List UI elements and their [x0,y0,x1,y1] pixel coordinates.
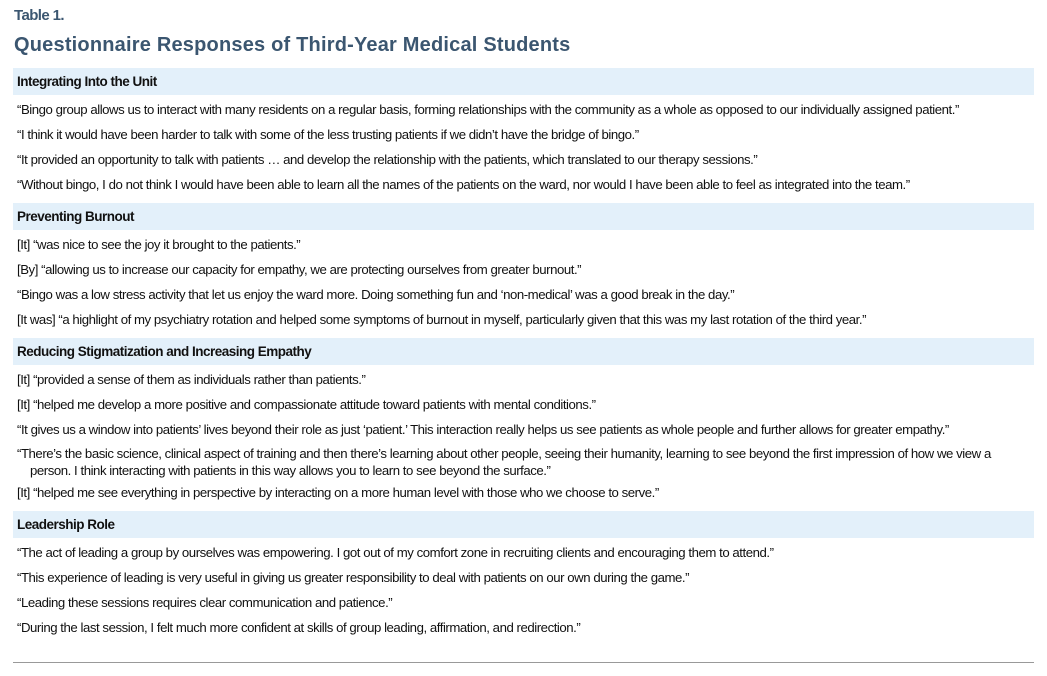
quote-row: “This experience of leading is very useful in giving us greater responsibility to deal with patients on our own during the game.” [17,570,690,585]
quotes-table [13,68,1034,646]
quote-row: [It was] “a highlight of my psychiatry rotation and helped some symptoms of burnout in myself, particularly given that this was my last rotation of the third year.” [17,312,867,327]
quote-row: [It] “helped me see everything in perspective by interacting on a more human level with those who we choose to serve.” [17,485,659,500]
quote-row: “There’s the basic science, clinical aspect of training and then there’s learning about other people, seeing their humanity, learning to see beyond the first impression of how we view a person. I think interacting with patients in this way allows you to learn to see beyond the surface.” [17,446,991,478]
quote-row: [It] “was nice to see the joy it brought to the patients.” [17,237,301,252]
quote-row: [It] “provided a sense of them as individuals rather than patients.” [17,372,366,387]
quote-row: [It] “helped me develop a more positive and compassionate attitude toward patients with mental conditions.” [17,397,596,412]
section-heading: Integrating Into the Unit [13,68,1034,95]
section-heading: Preventing Burnout [13,203,1034,230]
table-title: Questionnaire Responses of Third-Year Medical Students [14,34,571,56]
quote-row: “Bingo group allows us to interact with many residents on a regular basis, forming relationships with the community as a whole as opposed to our individually assigned patient.” [17,102,959,117]
quote-row: [By] “allowing us to increase our capacity for empathy, we are protecting ourselves from greater burnout.” [17,262,582,277]
section-gap [13,640,1034,646]
section-heading: Reducing Stigmatization and Increasing Empathy [13,338,1034,365]
quote-row: “It provided an opportunity to talk with patients … and develop the relationship with the patients, which translated to our therapy sessions.” [17,152,758,167]
table-label: Table 1. [14,7,64,24]
quote-row: “Leading these sessions requires clear communication and patience.” [17,595,393,610]
quote-row: “I think it would have been harder to talk with some of the less trusting patients if we didn’t have the bridge of bingo.” [17,127,639,142]
section-heading: Leadership Role [13,511,1034,538]
quote-row: “Without bingo, I do not think I would have been able to learn all the names of the patients on the ward, nor would I have been able to feel as integrated into the team.” [17,177,910,192]
bottom-rule [13,662,1034,663]
quote-row: “It gives us a window into patients’ lives beyond their role as just ‘patient.’ This interaction really helps us see patients as whole people and further allows for greater empathy.” [17,422,949,437]
quote-row: “Bingo was a low stress activity that let us enjoy the ward more. Doing something fun and ‘non-medical’ was a good break in the day.” [17,287,735,302]
quote-row: “During the last session, I felt much more confident at skills of group leading, affirmation, and redirection.” [17,620,581,635]
quote-row: “The act of leading a group by ourselves was empowering. I got out of my comfort zone in recruiting clients and encouraging them to attend.” [17,545,774,560]
